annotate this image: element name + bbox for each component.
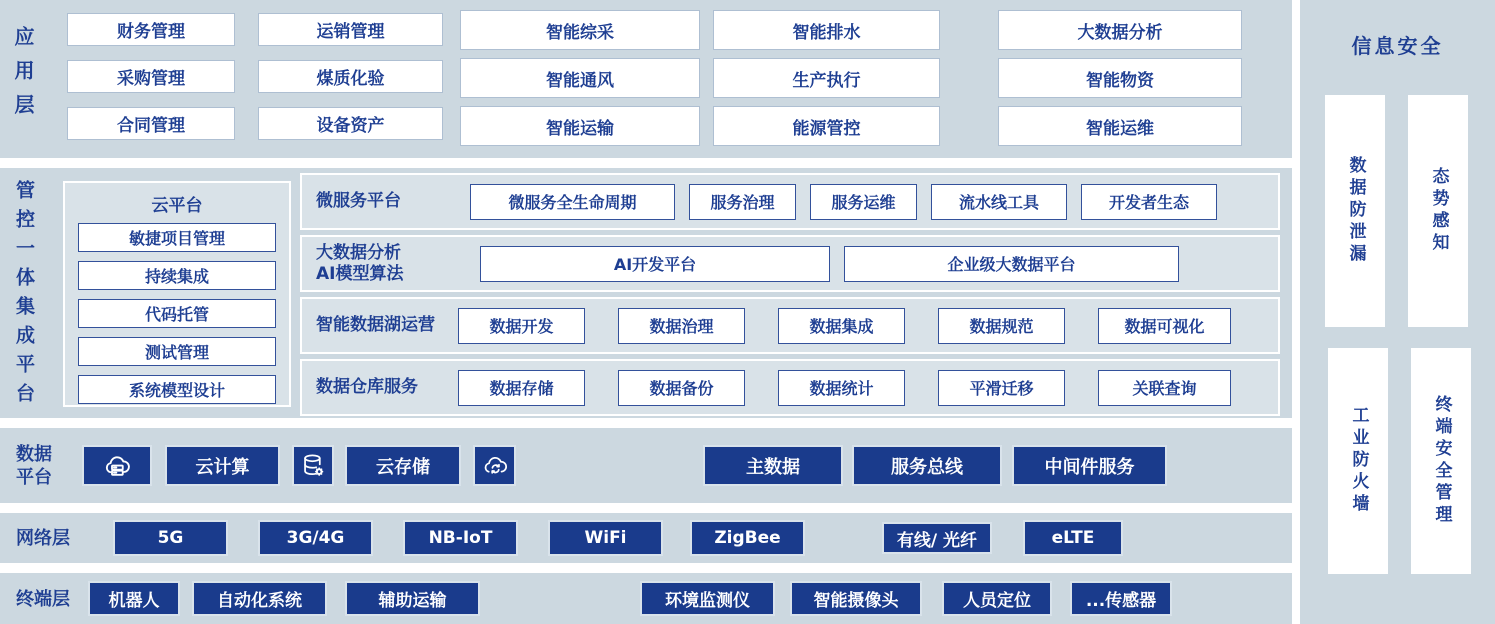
app-box: 财务管理 xyxy=(67,13,235,46)
app-box: 智能物资 xyxy=(998,58,1242,98)
terminal-box-aux-transport: 辅助运输 xyxy=(345,581,480,616)
data-platform-label-line1: 数据 xyxy=(16,444,52,465)
app-box: 智能通风 xyxy=(460,58,700,98)
security-box-label: 数据防泄漏 xyxy=(1345,156,1366,266)
app-box: 能源管控 xyxy=(713,106,940,146)
terminal-box-sensors: ...传感器 xyxy=(1070,581,1172,616)
mgmt-row-datalake xyxy=(300,297,1280,354)
app-box: 大数据分析 xyxy=(998,10,1242,50)
security-box-terminal-security xyxy=(1411,348,1471,574)
mgmt-item-box: 数据集成 xyxy=(778,308,905,344)
panel-information-security xyxy=(1300,0,1495,624)
mgmt-item-box: 数据备份 xyxy=(618,370,745,406)
mgmt-item-box: 平滑迁移 xyxy=(938,370,1065,406)
security-box-dlp xyxy=(1325,95,1385,327)
mgmt-row-label: 数据仓库服务 xyxy=(316,377,418,397)
data-platform-label xyxy=(16,443,52,489)
app-column-1 xyxy=(67,13,235,154)
mgmt-row-label: 微服务平台 xyxy=(316,191,401,211)
management-rows xyxy=(300,173,1280,421)
network-box-wired-fiber: 有线/ 光纤 xyxy=(882,522,992,554)
network-box-nbiot: NB-IoT xyxy=(403,520,518,556)
mgmt-row-microservices xyxy=(300,173,1280,230)
layer-network xyxy=(0,513,1292,563)
mgmt-item-box: AI开发平台 xyxy=(480,246,830,282)
cloud-item-box: 持续集成 xyxy=(78,261,276,290)
mgmt-item-box: 数据可视化 xyxy=(1098,308,1231,344)
mgmt-row-label xyxy=(316,243,466,285)
app-box: 煤质化验 xyxy=(258,60,443,93)
mgmt-row-warehouse xyxy=(300,359,1280,416)
layer-data-platform xyxy=(0,428,1292,503)
terminal-box-automation: 自动化系统 xyxy=(192,581,327,616)
network-layer-label: 网络层 xyxy=(16,528,70,549)
layer-application xyxy=(0,0,1292,158)
cloud-platform-title: 云平台 xyxy=(151,196,203,216)
terminal-box-smart-camera: 智能摄像头 xyxy=(790,581,922,616)
network-box-elte: eLTE xyxy=(1023,520,1123,556)
mgmt-item-box: 微服务全生命周期 xyxy=(470,184,675,220)
mgmt-item-box: 服务运维 xyxy=(810,184,917,220)
terminal-box-personnel-location: 人员定位 xyxy=(942,581,1052,616)
terminal-box-env-monitor: 环境监测仪 xyxy=(640,581,775,616)
mgmt-row-label-line2: AI模型算法 xyxy=(316,263,404,284)
app-box: 智能运输 xyxy=(460,106,700,146)
mgmt-item-box: 数据开发 xyxy=(458,308,585,344)
app-box: 智能运维 xyxy=(998,106,1242,146)
network-box-5g: 5G xyxy=(113,520,228,556)
network-box-wifi: WiFi xyxy=(548,520,663,556)
app-box: 设备资产 xyxy=(258,107,443,140)
security-box-label: 态势感知 xyxy=(1428,167,1449,255)
mgmt-item-box: 关联查询 xyxy=(1098,370,1231,406)
app-box: 运销管理 xyxy=(258,13,443,46)
app-box: 合同管理 xyxy=(67,107,235,140)
cloud-item-box: 测试管理 xyxy=(78,337,276,366)
cloud-item-box: 代码托管 xyxy=(78,299,276,328)
app-box: 采购管理 xyxy=(67,60,235,93)
app-column-2 xyxy=(258,13,443,154)
platform-box-service-bus: 服务总线 xyxy=(852,445,1002,486)
app-column-3 xyxy=(460,10,700,154)
cloud-platform-panel xyxy=(63,181,291,407)
mgmt-row-label: 智能数据湖运营 xyxy=(316,315,435,335)
mgmt-row-label-line1: 大数据分析 xyxy=(316,242,401,263)
management-layer-label: 管控一体集成平台 xyxy=(13,180,35,412)
layer-terminal xyxy=(0,573,1292,624)
mgmt-item-box: 企业级大数据平台 xyxy=(844,246,1179,282)
platform-box-cloud-storage: 云存储 xyxy=(345,445,461,486)
app-column-5 xyxy=(998,10,1242,154)
app-column-4 xyxy=(713,10,940,154)
mgmt-item-box: 数据统计 xyxy=(778,370,905,406)
cloud-item-box: 系统模型设计 xyxy=(78,375,276,404)
security-box-label: 工业防火墙 xyxy=(1348,406,1369,516)
security-box-industrial-firewall xyxy=(1328,348,1388,574)
security-title: 信息安全 xyxy=(1351,34,1444,58)
cloud-platform-items xyxy=(65,223,289,404)
layer-management-integration xyxy=(0,168,1292,418)
cloud-sync-icon xyxy=(473,445,516,486)
platform-box-master-data: 主数据 xyxy=(703,445,843,486)
application-layer-label: 应用层 xyxy=(11,26,35,128)
cloud-server-icon xyxy=(82,445,152,486)
data-platform-label-line2: 平台 xyxy=(16,467,52,488)
platform-box-cloud-computing: 云计算 xyxy=(165,445,280,486)
mgmt-row-bigdata-ai xyxy=(300,235,1280,292)
mgmt-item-box: 服务治理 xyxy=(689,184,796,220)
network-box-zigbee: ZigBee xyxy=(690,520,805,556)
database-gear-icon xyxy=(292,445,334,486)
platform-box-middleware: 中间件服务 xyxy=(1012,445,1167,486)
terminal-layer-label: 终端层 xyxy=(16,589,70,610)
mgmt-item-box: 数据规范 xyxy=(938,308,1065,344)
security-box-situational-awareness xyxy=(1408,95,1468,327)
mgmt-item-box: 流水线工具 xyxy=(931,184,1067,220)
network-box-3g4g: 3G/4G xyxy=(258,520,373,556)
mgmt-item-box: 开发者生态 xyxy=(1081,184,1217,220)
app-box: 生产执行 xyxy=(713,58,940,98)
mgmt-item-box: 数据治理 xyxy=(618,308,745,344)
terminal-box-robot: 机器人 xyxy=(88,581,180,616)
cloud-item-box: 敏捷项目管理 xyxy=(78,223,276,252)
mgmt-item-box: 数据存储 xyxy=(458,370,585,406)
app-box: 智能排水 xyxy=(713,10,940,50)
security-box-label: 终端安全管理 xyxy=(1431,395,1452,527)
app-box: 智能综采 xyxy=(460,10,700,50)
